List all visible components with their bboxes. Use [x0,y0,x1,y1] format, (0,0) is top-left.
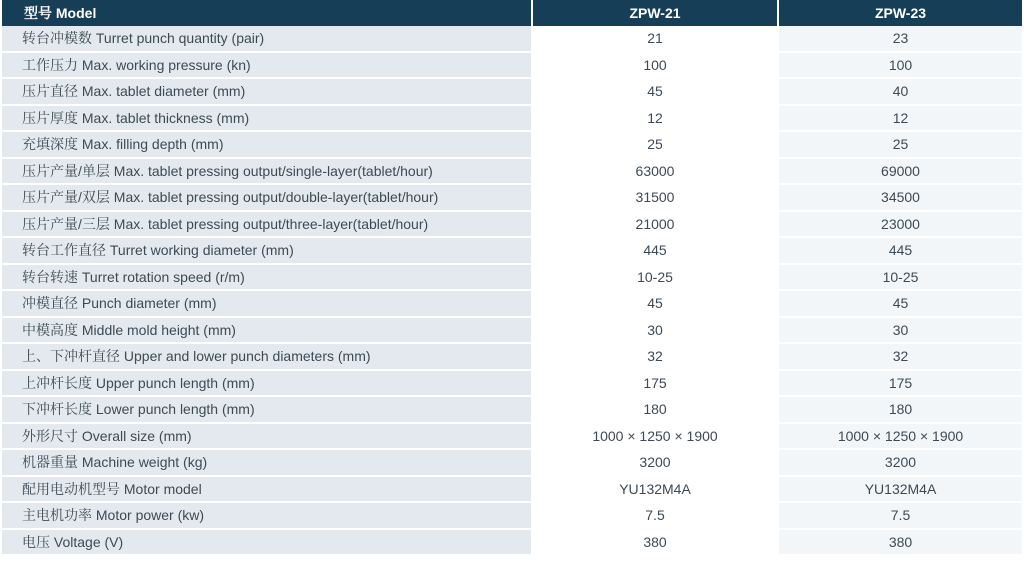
table-row [2,423,1022,450]
table-row [2,476,1022,503]
spec-label: 压片产量/三层 Max. tablet pressing output/three-layer(tablet/hour) [2,211,532,238]
table-row [2,317,1022,344]
spec-value-zpw21: YU132M4A [532,476,778,503]
spec-value-zpw23: 1000 × 1250 × 1900 [778,423,1022,450]
table-row [2,131,1022,158]
spec-value-zpw23: 34500 [778,184,1022,211]
spec-value-zpw23: 25 [778,131,1022,158]
header-model-zpw21: ZPW-21 [532,0,778,26]
spec-label: 压片厚度 Max. tablet thickness (mm) [2,105,532,132]
table-row [2,184,1022,211]
spec-value-zpw23: 69000 [778,158,1022,185]
table-row [2,449,1022,476]
spec-value-zpw21: 21000 [532,211,778,238]
spec-value-zpw23: 23 [778,26,1022,52]
spec-value-zpw21: 175 [532,370,778,397]
header-row [2,0,1022,26]
spec-value-zpw21: 45 [532,78,778,105]
spec-value-zpw21: 30 [532,317,778,344]
header-model-zpw23: ZPW-23 [778,0,1022,26]
table-row [2,78,1022,105]
table-row [2,237,1022,264]
spec-label: 中模高度 Middle mold height (mm) [2,317,532,344]
spec-value-zpw21: 63000 [532,158,778,185]
spec-value-zpw23: 175 [778,370,1022,397]
spec-value-zpw23: 7.5 [778,502,1022,529]
table-row [2,396,1022,423]
spec-label: 主电机功率 Motor power (kw) [2,502,532,529]
spec-value-zpw21: 1000 × 1250 × 1900 [532,423,778,450]
spec-label: 压片产量/单层 Max. tablet pressing output/single-layer(tablet/hour) [2,158,532,185]
spec-value-zpw21: 180 [532,396,778,423]
spec-label: 外形尺寸 Overall size (mm) [2,423,532,450]
spec-value-zpw21: 3200 [532,449,778,476]
spec-label: 冲模直径 Punch diameter (mm) [2,290,532,317]
spec-label: 压片产量/双层 Max. tablet pressing output/double-layer(tablet/hour) [2,184,532,211]
spec-value-zpw23: 12 [778,105,1022,132]
spec-value-zpw23: 45 [778,290,1022,317]
table-row [2,529,1022,556]
spec-value-zpw21: 45 [532,290,778,317]
table-header [2,0,1022,26]
spec-value-zpw21: 10-25 [532,264,778,291]
spec-value-zpw23: 30 [778,317,1022,344]
spec-value-zpw23: 23000 [778,211,1022,238]
spec-table [2,0,1022,556]
spec-label: 转台转速 Turret rotation speed (r/m) [2,264,532,291]
spec-value-zpw23: YU132M4A [778,476,1022,503]
table-row [2,264,1022,291]
spec-value-zpw23: 180 [778,396,1022,423]
spec-label: 转台工作直径 Turret working diameter (mm) [2,237,532,264]
spec-value-zpw23: 380 [778,529,1022,556]
spec-label: 机器重量 Machine weight (kg) [2,449,532,476]
header-model-label: 型号 Model [2,0,532,26]
table-row [2,370,1022,397]
spec-label: 配用电动机型号 Motor model [2,476,532,503]
spec-value-zpw21: 21 [532,26,778,52]
spec-label: 工作压力 Max. working pressure (kn) [2,52,532,79]
spec-label: 压片直径 Max. tablet diameter (mm) [2,78,532,105]
spec-value-zpw23: 3200 [778,449,1022,476]
spec-value-zpw21: 12 [532,105,778,132]
table-row [2,105,1022,132]
spec-label: 电压 Voltage (V) [2,529,532,556]
spec-value-zpw21: 445 [532,237,778,264]
table-row [2,343,1022,370]
spec-label: 充填深度 Max. filling depth (mm) [2,131,532,158]
spec-value-zpw21: 100 [532,52,778,79]
spec-value-zpw21: 25 [532,131,778,158]
table-body [2,26,1022,555]
spec-value-zpw21: 31500 [532,184,778,211]
spec-label: 转台冲模数 Turret punch quantity (pair) [2,26,532,52]
table-row [2,290,1022,317]
spec-value-zpw23: 445 [778,237,1022,264]
spec-value-zpw21: 32 [532,343,778,370]
spec-label: 上、下冲杆直径 Upper and lower punch diameters (mm) [2,343,532,370]
spec-value-zpw23: 32 [778,343,1022,370]
table-row [2,502,1022,529]
table-row [2,211,1022,238]
table-row [2,158,1022,185]
spec-value-zpw23: 10-25 [778,264,1022,291]
spec-value-zpw21: 380 [532,529,778,556]
spec-value-zpw23: 40 [778,78,1022,105]
spec-label: 上冲杆长度 Upper punch length (mm) [2,370,532,397]
spec-value-zpw21: 7.5 [532,502,778,529]
table-row [2,52,1022,79]
table-row [2,26,1022,52]
spec-label: 下冲杆长度 Lower punch length (mm) [2,396,532,423]
spec-value-zpw23: 100 [778,52,1022,79]
